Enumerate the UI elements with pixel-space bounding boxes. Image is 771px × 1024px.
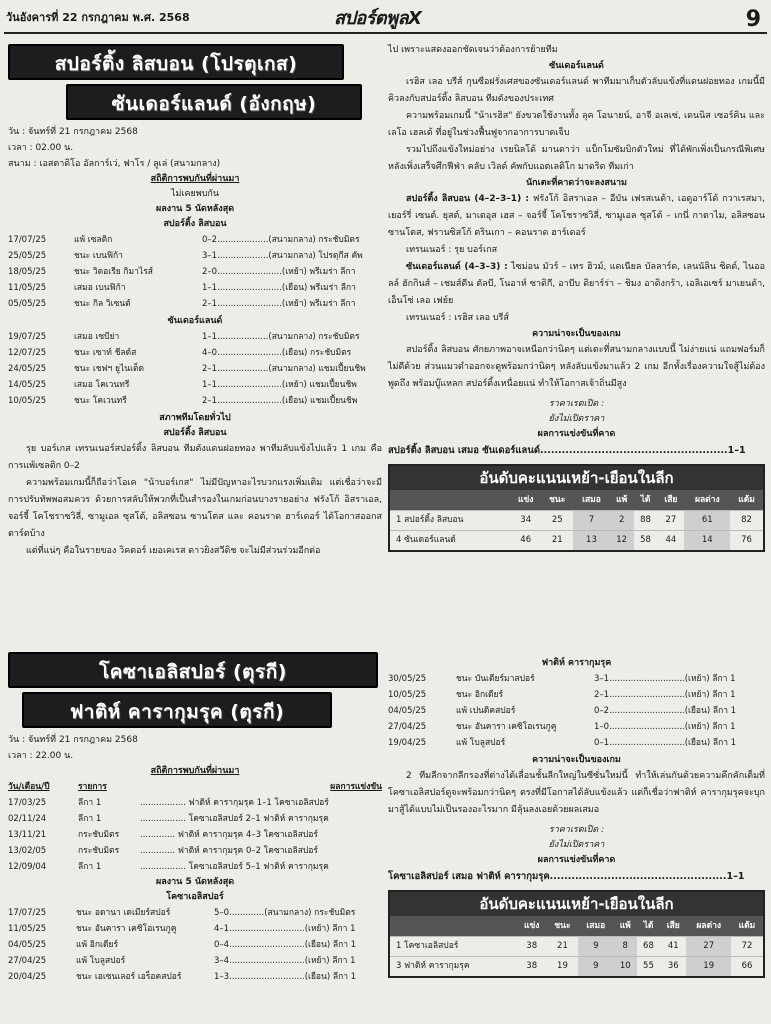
form-row	[8, 393, 382, 409]
form-date: 24/05/25	[8, 364, 47, 374]
form-date: 05/05/25	[8, 299, 47, 309]
standings-header-cell: เสมอ	[573, 490, 609, 510]
form-result: ชนะ เซาท์ ชีลด์ส	[74, 348, 137, 358]
form-score: 0–2............................(เยือน) ลีกา 1	[594, 706, 737, 716]
match1-right-column	[388, 42, 765, 552]
form-date: 19/07/25	[8, 332, 47, 342]
form-result: ชนะ เบนฟิก้า	[74, 251, 123, 261]
form-row	[388, 703, 765, 719]
home-lineup: สปอร์ติ้ง ลิสบอน (4–2–3–1) : ฟรังโก้ อิสราเอล – อีบัน เฟรสเนด้า, เอดูอาร์โด้ กวาเรสมา, เยอร์รี่ เซนต์. ยุสต์, มาเตอุส เฮส – จอร์จี้ โคโชราซวิลี่, ซามูเอล ซุสโต้ – เกนี่ กาตาไม, อลิสซอน ซานโตส, ฟรานซิสโก้ ตรินเกา – คอนราด ฮาร์เดอร์	[388, 194, 765, 238]
form-row	[388, 687, 765, 703]
form-row	[8, 296, 382, 312]
article-paragraph: รวมไปถึงแข้งใหม่อย่าง เรยนิลโด้ มานดาว่า แบ็กโมซัมบิกตัวใหม่ ที่ได้พักเพิ่งเป็นกรณีพิเศษ หลังเพิ่งเสร็จศึกฟีฟ่า คลับ เวิลด์ คัพกับแอตเลติโก มาดริด ทีมเก่า	[388, 145, 765, 172]
form-date: 11/05/25	[8, 924, 47, 934]
form-result: ชนะ วิตอเรีย กิมาไรส์	[74, 267, 153, 277]
h2h-date: 12/09/04	[8, 862, 47, 872]
standings-header-cell: ชนะ	[541, 490, 573, 510]
away-form-list	[8, 329, 382, 409]
last5-title: ผลงาน 5 นัดหลังสุด	[155, 877, 235, 887]
standings-cell: 41	[660, 936, 687, 956]
form-result: ชนะ เชฟฯ ยูไนเต็ด	[74, 364, 145, 374]
away-team-banner: ซันเดอร์แลนด์ (อังกฤษ)	[66, 84, 362, 120]
h2h-date: 13/02/05	[8, 846, 47, 856]
form-date: 25/05/25	[8, 251, 47, 261]
h2h-comp: กระชับมิตร	[78, 830, 120, 840]
prediction-score: สปอร์ติ้ง ลิสบอน เสมอ ซันเดอร์แลนด์....................................................1–1	[388, 445, 746, 456]
h2h-date: 02/11/24	[8, 814, 47, 824]
h2h-date: 13/11/21	[8, 830, 47, 840]
standings-header-cell: ชนะ	[547, 916, 578, 936]
home-form-title: โคซาเอลิสปอร์	[166, 892, 224, 902]
standings-table	[388, 464, 765, 552]
standings-cell: 44	[657, 530, 684, 550]
standings-cell: 46	[510, 530, 541, 550]
away-lineup: ซันเดอร์แลนด์ (4–3–3) : ไซม่อน มัวร์ – เทร ฮิวม์, แดเนียล บัลลาร์ด, เลนนัลิน ซิดด์, ไนออลล์ ฮักกินส์ – เชมส์ดีน ตัลบี, โนอาห์ ซาดิกี, อาบีบ ดิยาร์ร่า – ชิมง อาดิงกร้า, เอลิเอเซร์ มาเยนด้า, เอ็นโซ่ เลอ เฟย์ย	[388, 262, 765, 306]
form-date: 14/05/25	[8, 380, 47, 390]
standings-table	[388, 890, 765, 978]
page-number: 9	[745, 7, 761, 32]
h2h-result: ............. ฟาติห์ คารากุมรุค 4–3 โคซาเอลิสปอร์	[140, 830, 318, 840]
match2-left-column	[8, 652, 382, 985]
standings-cell: 72	[731, 936, 763, 956]
form-score: 4–1............................(เหย้า) ลีกา 1	[214, 924, 356, 934]
odds-title: ราคาเรตเปิด :	[548, 825, 605, 835]
h2h-comp: กระชับมิตร	[78, 846, 120, 856]
form-score: 1–1...................(สนามกลาง) กระชับมิตร	[202, 332, 360, 342]
page-header	[4, 4, 767, 34]
home-team-banner: สปอร์ติ้ง ลิสบอน (โปรตุเกส)	[8, 44, 344, 80]
chance-text: สปอร์ติ้ง ลิสบอน ศักยภาพอาจเหนือกว่านิดๆ แต่เตะที่สนามกลางแบบนี้ ไม่ง่ายแน่ แถมฟอร์มก็ไม่ดีด้วย ส่วนแมวดำออกจะดูพร้อมกว่านิดๆ หลังลับแข้งมาแล้ว 2 เกม อีกทั้งเรื่องความใจสู้ไม่ต้องพูดถึง พร้อมบู๊แหลก สปอร์ติ้งเหนื่อยแน่ ทำให้โอกาสเจ้าถิ่นมีสูง	[388, 345, 765, 389]
form-date: 30/05/25	[388, 674, 427, 684]
form-result: ชนะ อันคารา เคซิโอเรนกูคู	[76, 924, 177, 934]
form-row	[8, 248, 382, 264]
standings-header-cell: เสีย	[660, 916, 687, 936]
form-result: แพ้ โบลูสปอร์	[76, 956, 126, 966]
form-score: 1–1........................(เหย้า) แชมเปี้ยนชิพ	[202, 380, 357, 390]
prediction-title: ผลการแข่งขันที่คาด	[537, 429, 616, 439]
standings-cell: 9	[578, 936, 613, 956]
match2-right-column	[388, 656, 765, 978]
standings-cell: 2	[610, 510, 634, 530]
h2h-title: สถิติการพบกันที่ผ่านมา	[150, 766, 240, 776]
chance-text: 2 ทีมลีกจากลีกรองที่ต่างได้เลื่อนชั้นลีกใหญ่ในซีซั่นใหม่นี้ ทำให้เล่นกันด้วยความคึกคักเต็มที่ โคซาเอลิสปอร์ดูจะพร้อมกว่านิดๆ ตรงที่มีโอกาสได้ลับแข้งแล้ว แต่ก็เชื่อว่าฟาติห์ คารากุมรุคจะบุกมาสู้ได้แบบไม่เป็นรองอะไรมาก มีลุ้นลงเอยด้วยผลเสมอ	[388, 771, 765, 815]
standings-cell: 82	[730, 510, 763, 530]
form-date: 11/05/25	[8, 283, 47, 293]
form-score: 0–1............................(เยือน) ลีกา 1	[594, 738, 737, 748]
standings-header-cell: เสีย	[657, 490, 684, 510]
home-form-list	[8, 905, 382, 985]
form-date: 10/05/25	[388, 690, 427, 700]
odds-value: ยังไม่เปิดราคา	[548, 414, 605, 424]
form-score: 2–1...................(สนามกลาง) แชมเปี้ยนชิพ	[202, 364, 366, 374]
form-row	[8, 921, 382, 937]
form-result: ชนะ กิล วิเซนต์	[74, 299, 131, 309]
form-result: แพ้ เซลติก	[74, 235, 113, 245]
form-date: 10/05/25	[8, 396, 47, 406]
standings-cell: 12	[610, 530, 634, 550]
match-day: วัน : จันทร์ที่ 21 กรกฎาคม 2568	[8, 127, 138, 137]
match-venue: สนาม : เอสตาดิโอ อัลการ์เว่, ฟาโร / ลูเล่ (สนามกลาง)	[8, 159, 221, 169]
standings-header-cell: แต้ม	[730, 490, 763, 510]
standings-header-cell: แข่ง	[510, 490, 541, 510]
form-row	[388, 671, 765, 687]
standings-header-cell: แต้ม	[731, 916, 763, 936]
standings-header-cell: เสมอ	[578, 916, 613, 936]
form-row	[8, 345, 382, 361]
article-paragraph: รุย บอร์เกส เทรนเนอร์สปอร์ติ้ง ลิสบอน ทีมดังแดนฝอยทอง พาทีมลับแข้งไปแล้ว 1 เกม คือการแพ้เซลติก 0–2	[8, 444, 382, 471]
standings-cell: 68	[637, 936, 660, 956]
prediction-score: โคซาเอลิสปอร์ เสมอ ฟาติห์ คารากุมรุค.................................................1–1	[388, 871, 745, 882]
form-row	[8, 969, 382, 985]
condition-title: สภาพทีมโดยทั่วไป	[159, 413, 231, 423]
standings-cell: 8	[614, 936, 637, 956]
form-row	[388, 735, 765, 751]
form-row	[8, 905, 382, 921]
form-row	[8, 953, 382, 969]
away-team-banner: ฟาติห์ คารากุมรุค (ตุรกี)	[22, 692, 332, 728]
form-result: ชนะ บันเดียร์มาสปอร์	[456, 674, 535, 684]
prediction-title: ผลการแข่งขันที่คาด	[537, 855, 616, 865]
standings-row	[390, 956, 763, 976]
standings-header-cell: ได้	[634, 490, 658, 510]
form-score: 3–1............................(เหย้า) ลีกา 1	[594, 674, 736, 684]
standings-header-cell: แพ้	[610, 490, 634, 510]
standings-title: อันดับคะแนนเหย้า-เยือนในลีก	[390, 892, 763, 916]
form-result: เสมอ โคเวนทรี	[74, 380, 130, 390]
h2h-header: วัน/เดือน/ปี รายการ ผลการแข่งขัน	[8, 782, 382, 792]
h2h-date: 17/03/25	[8, 798, 47, 808]
article-paragraph: แต่ที่แน่ๆ คือในรายของ วิคตอร์ เยอเคเรส ดาวยิงสวีดิช จะไม่มีส่วนร่วมอีกต่อ	[26, 546, 321, 556]
form-row	[8, 232, 382, 248]
standings-cell: 61	[684, 510, 730, 530]
match-time: เวลา : 02.00 น.	[8, 143, 74, 153]
h2h-comp: ลีกา 1	[78, 798, 102, 808]
h2h-row	[8, 827, 382, 843]
away-section-title: ซันเดอร์แลนด์	[549, 61, 604, 71]
form-result: ชนะ โคเวนทรี	[74, 396, 127, 406]
home-form-list	[8, 232, 382, 312]
standings-cell: 38	[517, 936, 547, 956]
standings-header-cell	[390, 490, 510, 510]
standings-row	[390, 936, 763, 956]
standings-cell: 27	[657, 510, 684, 530]
form-result: แพ้ เปนดิคสปอร์	[456, 706, 516, 716]
form-date: 27/04/25	[8, 956, 47, 966]
standings-cell: 76	[730, 530, 763, 550]
form-score: 0–4............................(เยือน) ลีกา 1	[214, 940, 357, 950]
h2h-result: ................. โคซาเอลิสปอร์ 2–1 ฟาติห์ คารากุมรุค	[140, 814, 329, 824]
standings-cell: 14	[684, 530, 730, 550]
form-row	[8, 361, 382, 377]
standings-cell: 7	[573, 510, 609, 530]
form-date: 12/07/25	[8, 348, 47, 358]
standings-cell: 27	[686, 936, 730, 956]
standings-cell: 19	[686, 956, 730, 976]
form-row	[8, 280, 382, 296]
h2h-title: สถิติการพบกันที่ผ่านมา	[150, 174, 240, 184]
form-score: 2–0........................(เหย้า) พรีเมร่า ลีกา	[202, 267, 356, 277]
form-date: 18/05/25	[8, 267, 47, 277]
odds-value: ยังไม่เปิดราคา	[548, 840, 605, 850]
form-result: แพ้ โบลูสปอร์	[456, 738, 506, 748]
home-form-title: สปอร์ติ้ง ลิสบอน	[163, 219, 227, 229]
form-result: ชนะ อิกเดียร์	[456, 690, 504, 700]
form-score: 2–1............................(เหย้า) ลีกา 1	[594, 690, 736, 700]
issue-date: วันอังคารที่ 22 กรกฎาคม พ.ศ. 2568	[6, 11, 190, 24]
h2h-comp: ลีกา 1	[78, 814, 102, 824]
standings-row	[390, 530, 763, 550]
standings-header-cell: แข่ง	[517, 916, 547, 936]
form-result: เสมอ เซบีย่า	[74, 332, 120, 342]
article-paragraph: ความพร้อมเกมนี้ "น้าเรฮิส" ยังขวดใช้งานทั้ง ลุค โอนายน์, อาจี อเลเซ่, เดนนิส เซอร์คิน และ เลโอ เฮลเด้ ที่อยู่ในช่วงฟื้นฟูจากอาการบาดเจ็บ	[388, 111, 765, 138]
article-paragraph: ไป เพราะแสดงออกชัดเจนว่าต้องการย้ายทีม	[388, 45, 558, 55]
away-form-list	[388, 671, 765, 751]
standings-cell: 9	[578, 956, 613, 976]
form-date: 04/05/25	[388, 706, 427, 716]
form-date: 20/04/25	[8, 972, 47, 982]
form-result: แพ้ อิกเดียร์	[76, 940, 119, 950]
form-score: 0–2...................(สนามกลาง) กระชับมิตร	[202, 235, 360, 245]
standings-cell: 21	[547, 936, 578, 956]
h2h-row	[8, 859, 382, 875]
form-result: ชนะ อันคารา เคซิโอเรนกูคู	[456, 722, 557, 732]
standings-header-cell: แพ้	[614, 916, 637, 936]
form-score: 3–4............................(เหย้า) ลีกา 1	[214, 956, 356, 966]
standings-row	[390, 510, 763, 530]
h2h-row	[8, 795, 382, 811]
standings-team: 1 โคซาเอลิสปอร์	[390, 936, 517, 956]
standings-cell: 88	[634, 510, 658, 530]
form-date: 04/05/25	[8, 940, 47, 950]
away-form-title: ซันเดอร์แลนด์	[167, 316, 223, 326]
standings-team: 1 สปอร์ติ้ง ลิสบอน	[390, 510, 510, 530]
form-score: 5–0.............(สนามกลาง) กระชับมิตร	[214, 908, 356, 918]
odds-title: ราคาเรตเปิด :	[548, 399, 605, 409]
standings-cell: 66	[731, 956, 763, 976]
form-row	[8, 937, 382, 953]
standings-cell: 25	[541, 510, 573, 530]
match-time: เวลา : 22.00 น.	[8, 751, 74, 761]
h2h-comp: ลีกา 1	[78, 862, 102, 872]
form-score: 1–0............................(เหย้า) ลีกา 1	[594, 722, 736, 732]
standings-header-cell	[390, 916, 517, 936]
form-date: 27/04/25	[388, 722, 427, 732]
form-score: 2–1........................(เยือน) แชมเปี้ยนชิพ	[202, 396, 358, 406]
form-score: 4–0........................(เยือน) กระชับมิตร	[202, 348, 352, 358]
chance-title: ความน่าจะเป็นของเกม	[532, 755, 621, 765]
form-date: 19/04/25	[388, 738, 427, 748]
standings-cell: 38	[517, 956, 547, 976]
form-row	[8, 377, 382, 393]
standings-cell: 21	[541, 530, 573, 550]
h2h-result: ................. ฟาติห์ คารากุมรุค 1–1 โคซาเอลิสปอร์	[140, 798, 329, 808]
away-coach: เทรนเนอร์ : เรฮิส เลอ บรีส์	[406, 313, 509, 323]
lineup-title: นักเตะที่คาดว่าจะลงสนาม	[526, 178, 627, 188]
h2h-row	[8, 843, 382, 859]
h2h-result: ................. โคซาเอลิสปอร์ 5–1 ฟาติห์ คารากุมรุค	[140, 862, 329, 872]
article-paragraph: เรฮิส เลอ บรีส์ กุนซือฝรั่งเศสของซันเดอร์แลนด์ พาทีมมาเก็บตัวลับแข้งที่แดนฝอยทอง เกมนี้มีคิวลงกับสปอร์ติ้ง ลิสบอน ทีมดังของประเทศ	[388, 77, 765, 104]
standings-header-cell: ได้	[637, 916, 660, 936]
home-coach: เทรนเนอร์ : รุย บอร์เกส	[406, 245, 498, 255]
h2h-row	[8, 811, 382, 827]
h2h-list	[8, 795, 382, 875]
standings-cell: 36	[660, 956, 687, 976]
form-row	[8, 329, 382, 345]
standings-cell: 55	[637, 956, 660, 976]
standings-cell: 19	[547, 956, 578, 976]
h2h-result: ............. ฟาติห์ คารากุมรุค 0–2 โคซาเอลิสปอร์	[140, 846, 318, 856]
standings-grid	[390, 916, 763, 976]
standings-header-cell: ผลต่าง	[686, 916, 730, 936]
standings-grid	[390, 490, 763, 550]
form-date: 17/07/25	[8, 235, 47, 245]
form-score: 2–1........................(เหย้า) พรีเมร่า ลีกา	[202, 299, 356, 309]
standings-cell: 10	[614, 956, 637, 976]
last5-title: ผลงาน 5 นัดหลังสุด	[155, 204, 235, 214]
form-result: ชนะ เอเซนเลอร์ เอร็อคสปอร์	[76, 972, 182, 982]
home-team-banner: โคซาเอลิสปอร์ (ตุรกี)	[8, 652, 378, 688]
match-day: วัน : จันทร์ที่ 21 กรกฎาคม 2568	[8, 735, 138, 745]
article-paragraph: ความพร้อมเกมนี้ก็ถือว่าโอเค "น้าบอร์เกส" ไม่มีปัญหาอะไรบวกแรงเพิ่มเติม แต่เชื่อว่าจะมีการปรับทัพพอสมควร ด้วยการสลับให้พวกที่เป็นสำรองในเกมก่อนบางรายอย่าง ฟรังโก้ อิสราเอล, จอร์จี้ โคโชราซวิลี่, ซามูเอล ซุสโต้, อลิสซอน ซานโตส และ คอนราด ฮาร์เดอร์ ได้โอกาสออกสตาร์ตบ้าง	[8, 478, 382, 539]
form-result: ชนะ อดานา เดเมียร์สปอร์	[76, 908, 171, 918]
form-date: 17/07/25	[8, 908, 47, 918]
away-form-title: ฟาติห์ คารากุมรุค	[541, 658, 612, 668]
match1-left-column	[8, 44, 382, 560]
standings-cell: 34	[510, 510, 541, 530]
standings-title: อันดับคะแนนเหย้า-เยือนในลีก	[390, 466, 763, 490]
form-score: 1–3............................(เยือน) ลีกา 1	[214, 972, 357, 982]
standings-header-cell: ผลต่าง	[684, 490, 730, 510]
standings-cell: 13	[573, 530, 609, 550]
standings-team: 3 ฟาติห์ คารากุมรุค	[390, 956, 517, 976]
standings-team: 4 ซันเดอร์แลนด์	[390, 530, 510, 550]
chance-title: ความน่าจะเป็นของเกม	[532, 329, 621, 339]
condition-home-title: สปอร์ติ้ง ลิสบอน	[163, 428, 227, 438]
standings-cell: 58	[634, 530, 658, 550]
h2h-none: ไม่เคยพบกัน	[170, 189, 220, 199]
form-result: เสมอ เบนฟิก้า	[74, 283, 126, 293]
form-score: 3–1...................(สนามกลาง) โปรตุกีส คัพ	[202, 251, 363, 261]
form-score: 1–1........................(เยือน) พรีเมร่า ลีกา	[202, 283, 356, 293]
form-row	[388, 719, 765, 735]
form-row	[8, 264, 382, 280]
brand-logo: สปอร์ตพูลX	[334, 8, 422, 29]
